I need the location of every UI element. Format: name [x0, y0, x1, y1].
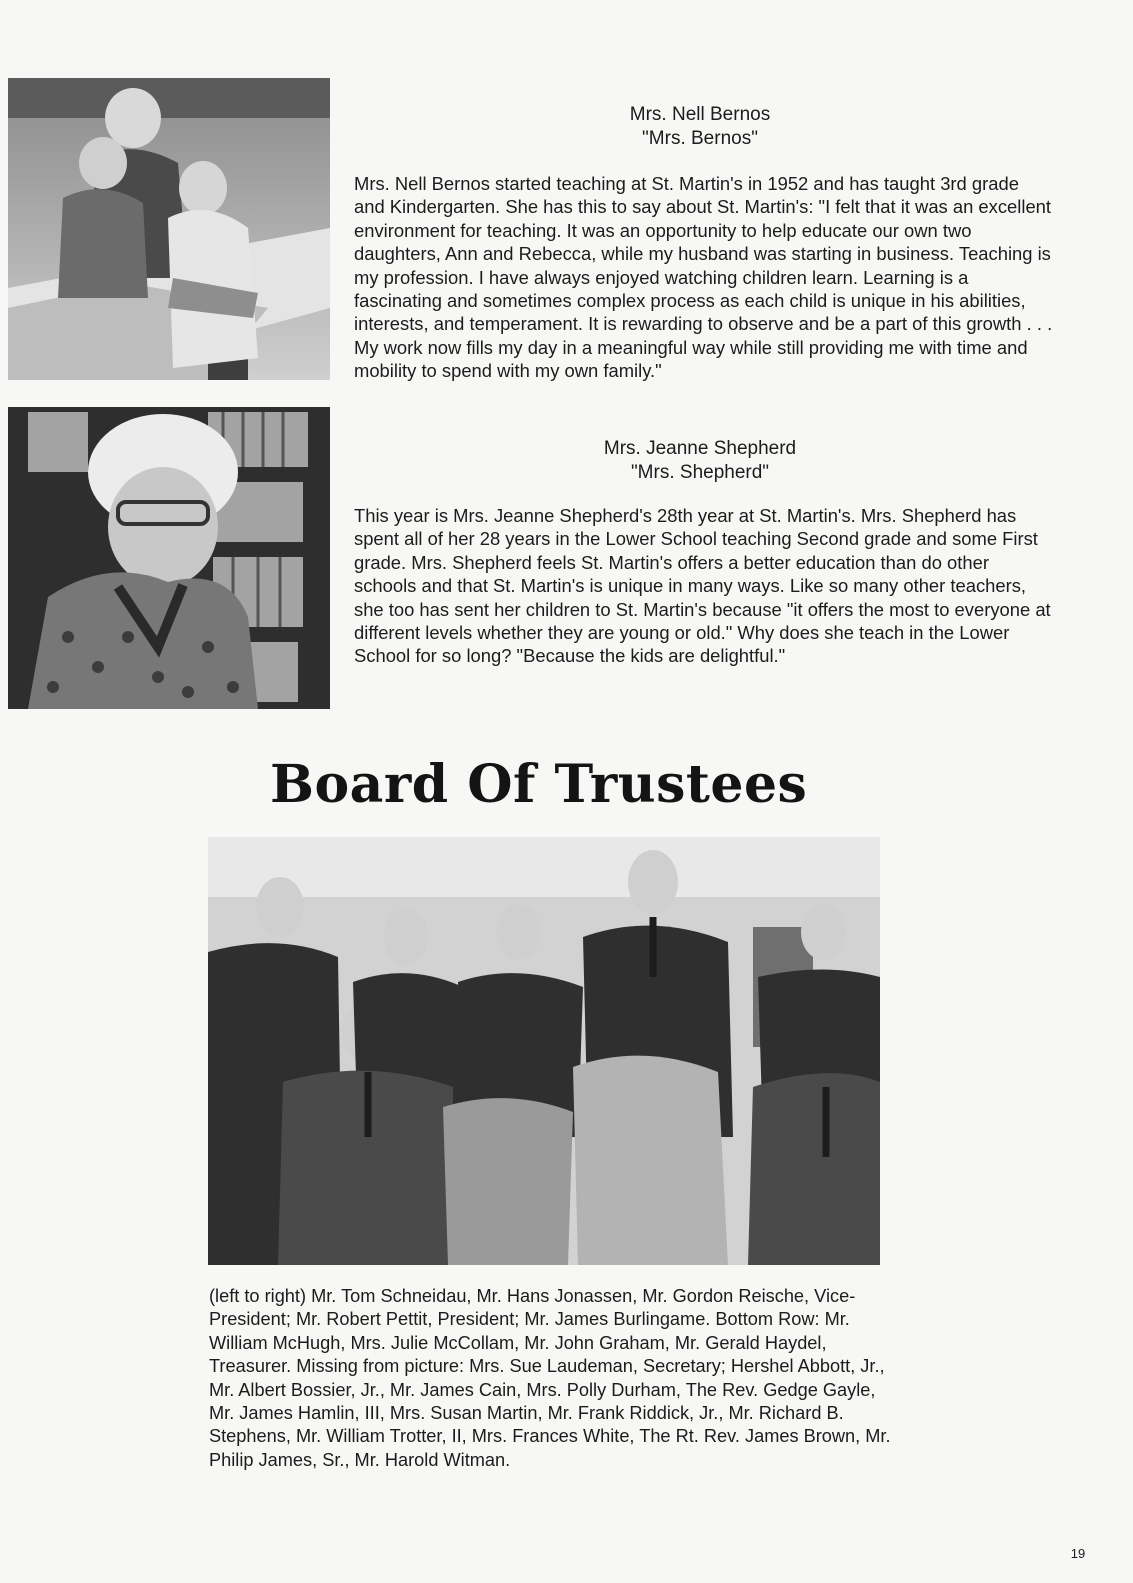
bernos-bio: Mrs. Nell Bernos started teaching at St. Martin's in 1952 and has taught 3rd grade and Kindergarten. She has this to say about St. Martin's: "I felt that it was an excellent environment for teaching. It was an opportunity to help educate our own two daughters, Ann and Rebecca, while my husband was starting in business. Teaching is my profession. I have always enjoyed watching children learn. Learning is a fascinating and sometimes complex process as each child is unique in his abilities, interests, and temperament. It is rewarding to observe and be a part of this growth . . . My work now fills my day in a meaningful way while still providing me with time and mobility to spend with my own family.": [354, 173, 1053, 382]
shepherd-bio: This year is Mrs. Jeanne Shepherd's 28th year at St. Martin's. Mrs. Shepherd has spent all of her 28 years in the Lower School teaching Second grade and some First grade. Mrs. Shepherd feels St. Martin's offers a better education than do other schools and that St. Martin's is unique in many ways. Like so many other teachers, she too has sent her children to St. Martin's because "it offers the most to everyone at different levels whether they are young or old." Why does she teach in the Lower School for so long? "Because the kids are delightful.": [354, 505, 1051, 667]
section-title: Board Of Trustees: [270, 754, 808, 815]
shepherd-heading: [570, 437, 830, 485]
photo-bernos-with-children: [8, 78, 330, 380]
page-number: 19: [1070, 1546, 1086, 1561]
photo-shepherd-portrait: [8, 407, 330, 709]
photo-board-group: [208, 837, 880, 1265]
board-caption: (left to right) Mr. Tom Schneidau, Mr. Hans Jonassen, Mr. Gordon Reische, Vice-President; Mr. Robert Pettit, President; Mr. James Burlingame. Bottom Row: Mr. William McHugh, Mrs. Julie McCollam, Mr. John Graham, Mr. Gerald Haydel, Treasurer. Missing from picture: Mrs. Sue Laudeman, Secretary; Hershel Abbott, Jr., Mr. Albert Bossier, Jr., Mr. James Cain, Mrs. Polly Durham, The Rev. Gedge Gayle, Mr. James Hamlin, III, Mrs. Susan Martin, Mr. Frank Riddick, Jr., Mr. Richard B. Stephens, Mr. William Trotter, II, Mrs. Frances White, The Rt. Rev. James Brown, Mr. Philip James, Sr., Mr. Harold Witman.: [209, 1286, 891, 1470]
bernos-nickname: "Mrs. Bernos": [642, 128, 758, 149]
shepherd-nickname: "Mrs. Shepherd": [630, 462, 770, 483]
bernos-heading: [600, 103, 800, 151]
bernos-name: Mrs. Nell Bernos: [629, 104, 771, 125]
shepherd-name: Mrs. Jeanne Shepherd: [603, 438, 797, 459]
